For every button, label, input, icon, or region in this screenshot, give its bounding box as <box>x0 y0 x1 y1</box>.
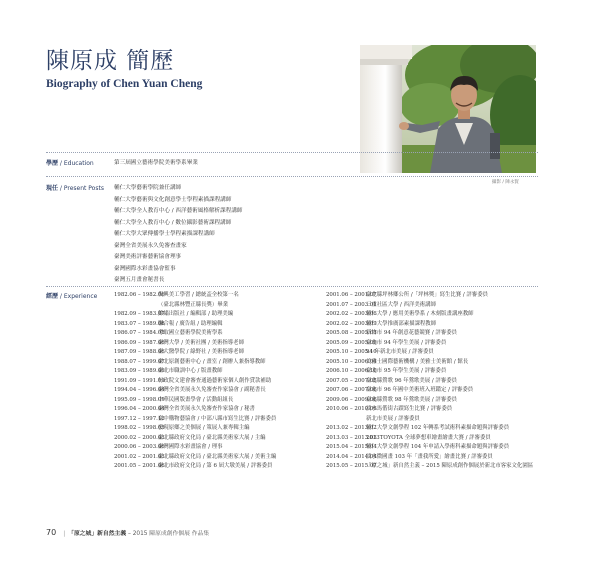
experience-text: 臺北縣政府文化局 / 臺北縣美術家大展 / 美術主編 <box>158 453 277 460</box>
experience-row <box>326 291 533 301</box>
experience-text: 輔仁大學文創學程 102 年轉系考試術科素描命題與評審委員 <box>366 425 510 432</box>
experience-row <box>326 310 533 320</box>
footer-series: 「原之城」新自然主義 <box>68 531 127 537</box>
experience-row <box>114 386 276 396</box>
experience-row <box>114 462 276 472</box>
post-item: 臺灣五月畫會秘書長 <box>114 277 165 284</box>
experience-row <box>114 424 276 434</box>
experience-row <box>326 396 533 406</box>
experience-date: 1982.06 – 1982.06 <box>114 292 165 298</box>
photo-credit: 攝影 / 陳永賢 <box>492 180 519 185</box>
experience-row <box>326 329 533 339</box>
experience-text: 臺北市 95 年學生美展 / 評審委員 <box>366 368 447 375</box>
experience-date: 2007.06 – 2007.06 <box>326 387 377 394</box>
experience-date: 1982.09 – 1983.07 <box>114 311 165 318</box>
experience-text: 發現原鄉之美個展 / 策展人兼專輯主編 <box>158 425 250 432</box>
post-item: 輔仁大學藝術與文化創意學士學程素描課程講師 <box>114 196 232 203</box>
experience-date: 1997.12 – 1997.12 <box>114 415 165 422</box>
experience-text: 中華民國版畫學會 / 活動組組長 <box>158 396 234 403</box>
experience-date: 2005.09 – 2005.09 <box>326 339 377 346</box>
experience-row <box>114 377 276 387</box>
experience-text: 行政院文建會審查通過藝術家個人創作貸款補助 <box>158 377 272 384</box>
experience-date: 2000.02 – 2000.03 <box>114 434 165 441</box>
present-posts-list <box>114 183 243 287</box>
experience-date: 1983.09 – 1989.09 <box>114 368 165 375</box>
divider <box>46 152 538 153</box>
experience-text: 新竹市 94 年創意花藝競賽 / 評審委員 <box>366 330 457 337</box>
experience-text: 新北市美展 / 評審委員 <box>366 415 420 422</box>
experience-row <box>114 415 276 425</box>
experience-row <box>114 291 276 301</box>
footer-subtitle: – 2015 陳原成創作個展 作品集 <box>127 531 210 537</box>
experience-text: 考取國立藝術學院美術學系 <box>158 330 223 337</box>
experience-row <box>326 415 533 425</box>
experience-row <box>114 453 276 463</box>
experience-date: 2013.03 – 2013.03 <box>326 434 377 441</box>
experience-text: 錦繡出版社 / 編輯部 / 助理美編 <box>158 311 234 318</box>
experience-date: 1996.04 – 2000.04 <box>114 406 165 413</box>
experience-text: 「原之城」新自然主義 – 2015 陳原成創作個展於新北市客家文化園區 <box>366 463 534 470</box>
experience-text: 臺北原創藝術中心 / 畫室 / 創辦人兼指導教師 <box>158 358 266 365</box>
experience-text: 2013TOYOTA 全球夢想車繪畫繪畫大賽 / 評審委員 <box>366 434 491 441</box>
education-label: 學歷 / Education <box>46 160 94 167</box>
experience-row <box>326 348 533 358</box>
experience-row <box>114 339 276 349</box>
experience-row <box>114 301 276 311</box>
post-item: 輔仁大學全人教育中心 / 西洋藝術風格解析課程講師 <box>114 208 243 215</box>
experience-text: 臺灣全省美展永久免審查作家協會 / 秘書 <box>158 406 255 413</box>
present-posts-label: 現任 / Present Posts <box>46 185 104 192</box>
experience-text: 94 年新北市美展 / 評審委員 <box>366 349 434 356</box>
experience-text: 輔仁大學文創學程 104 年申請入學術科素描命題與評審委員 <box>366 444 510 451</box>
experience-date: 2002.02 – 2003.06 <box>326 311 377 318</box>
experience-text: （臺北縣林豐正縣長獎）畢業 <box>158 301 229 308</box>
experience-row <box>326 443 533 453</box>
experience-row <box>114 405 276 415</box>
experience-text: 臺灣大學 / 美術社團 / 美術指導老師 <box>158 339 244 346</box>
experience-text: 臺大醫學院 / 綠野社 / 美術指導老師 <box>158 349 244 356</box>
experience-date: 1995.09 – 1998.09 <box>114 396 165 403</box>
experience-row <box>326 424 533 434</box>
experience-row <box>326 434 533 444</box>
post-item: 臺灣全省美展永久免審查畫家 <box>114 242 187 249</box>
experience-text: 臺北市職訓中心 / 版畫教師 <box>158 368 223 375</box>
experience-text: 輔仁大學 / 應用美術學系 / 木刻版畫講座教師 <box>366 311 474 318</box>
experience-date: 2005.10 – 2006.04 <box>326 358 377 365</box>
experience-row <box>326 339 533 349</box>
experience-date: 1991.09 – 1991.09 <box>114 377 165 384</box>
experience-text: 臺北縣鶯歌 98 年鶯歌美展 / 評審委員 <box>366 396 457 403</box>
experience-text: 美雅士國際藝術機構 / 美雅士美術館 / 館長 <box>366 358 469 365</box>
experience-date: 1988.07 – 1999.07 <box>114 358 165 365</box>
experience-row <box>114 443 276 453</box>
page-subtitle: Biography of Chen Yuan Cheng <box>46 78 203 90</box>
experience-row <box>114 396 276 406</box>
experience-list-left <box>114 291 276 472</box>
post-item: 臺灣美術評審藝術協會理事 <box>114 254 182 261</box>
experience-date: 1987.09 – 1988.06 <box>114 349 165 356</box>
post-item: 臺灣國際水彩畫協會監事 <box>114 265 176 272</box>
experience-row <box>326 367 533 377</box>
page-title: 陳原成 簡歷 <box>46 48 175 74</box>
experience-row <box>326 358 533 368</box>
experience-date: 1986.09 – 1987.06 <box>114 339 165 346</box>
experience-text: 復興美工學習 / 總統盃全校第一名 <box>158 292 239 298</box>
experience-date: 1986.07 – 1984.08 <box>114 330 165 337</box>
page-number: 70 <box>46 528 57 537</box>
experience-row <box>114 358 276 368</box>
post-item: 輔仁大學全人教育中心 / 數位攝影藝術課程講師 <box>114 219 232 226</box>
experience-text: 聯合報 / 廣告組 / 助理編輯 <box>158 320 223 327</box>
experience-date: 2005.08 – 2005.08 <box>326 330 377 337</box>
experience-date: 2006.10 – 2006.10 <box>326 368 377 375</box>
experience-text: 臺灣全省美展永久免審查作家協會 / 副秘書長 <box>158 387 266 394</box>
experience-text: 淡水馬偕街古蹟寫生比賽 / 評審委員 <box>366 406 453 413</box>
experience-row <box>114 348 276 358</box>
experience-text: 臺北市 94 年學生美展 / 評審委員 <box>366 339 447 346</box>
experience-row <box>114 367 276 377</box>
divider <box>46 176 538 177</box>
experience-date: 2000.06 – 2003.06 <box>114 444 165 451</box>
experience-date: 2014.04 – 2014.04 <box>326 453 377 460</box>
experience-row <box>326 320 533 330</box>
experience-date: 2001.05 – 2001.06 <box>114 463 165 470</box>
experience-row <box>326 462 533 472</box>
experience-text: 臺北市政府文化局 / 第 6 屆大墩美展 / 評審委員 <box>158 463 273 470</box>
experience-date: 2007.05 – 2007.05 <box>326 377 377 384</box>
experience-date: 2015.05 – 2015.07 <box>326 463 377 470</box>
education-text: 第三屆國立藝術學院美術學系畢業 <box>114 160 198 166</box>
experience-date: 2001.07 – 2003.01 <box>326 301 377 308</box>
experience-row <box>114 320 276 330</box>
post-item: 輔仁大學藝術學院兼任講師 <box>114 185 182 191</box>
experience-row <box>326 301 533 311</box>
divider <box>46 286 538 287</box>
experience-row <box>114 434 276 444</box>
experience-row <box>326 453 533 463</box>
experience-row <box>114 310 276 320</box>
experience-row <box>326 405 533 415</box>
experience-date: 1983.07 – 1989.08 <box>114 320 165 327</box>
portrait-photo <box>360 45 536 173</box>
experience-date: 2015.04 – 2015.04 <box>326 444 377 451</box>
experience-text: 三重社區大學 / 西洋美術講師 <box>366 301 436 308</box>
experience-date: 1998.02 – 1998.03 <box>114 425 165 432</box>
experience-text: 臺灣國際水彩畫協會 / 理事 <box>158 444 223 451</box>
experience-text: 臺北市 96 年國中美術班入班鑑定 / 評審委員 <box>366 387 474 394</box>
experience-text: 臺中購物藝協會 / 中部八縣市寫生比賽 / 評審委員 <box>158 415 277 422</box>
experience-row <box>326 386 533 396</box>
experience-row <box>326 377 533 387</box>
experience-text: 輔仁大學推廣部素描課程教師 <box>366 320 437 327</box>
experience-list-right <box>326 291 533 472</box>
experience-date: 2001.06 – 2001.07 <box>326 292 377 298</box>
experience-date: 2013.02 – 2013.02 <box>326 425 377 432</box>
post-item: 輔仁大學大眾傳播學士學程素描課程講師 <box>114 231 215 238</box>
page-footer: 70 | 「原之城」新自然主義 – 2015 陳原成創作個展 作品集 <box>46 528 210 537</box>
experience-date: 2010.06 – 2010.06 <box>326 406 377 413</box>
experience-date: 1994.04 – 1996.04 <box>114 387 165 394</box>
experience-text: 臺北縣鶯歌 96 年鶯歌美展 / 評審委員 <box>366 377 457 384</box>
experience-text: 臺北縣坪林鄉公所 /「坪林獎」寫生比賽 / 評審委員 <box>366 292 488 298</box>
experience-date: 2005.10 – 2005.10 <box>326 349 377 356</box>
experience-text: 淡水微國畫 103 年「畫我所愛」繪畫比賽 / 評審委員 <box>366 453 493 460</box>
experience-date: 2009.06 – 2009.06 <box>326 396 377 403</box>
experience-date: 2001.02 – 2001.03 <box>114 453 165 460</box>
experience-label: 經歷 / Experience <box>46 293 98 300</box>
experience-row <box>114 329 276 339</box>
experience-text: 臺北縣政府文化局 / 臺北縣美術家大展 / 主編 <box>158 434 266 441</box>
experience-date: 2002.02 – 2003.09 <box>326 320 377 327</box>
